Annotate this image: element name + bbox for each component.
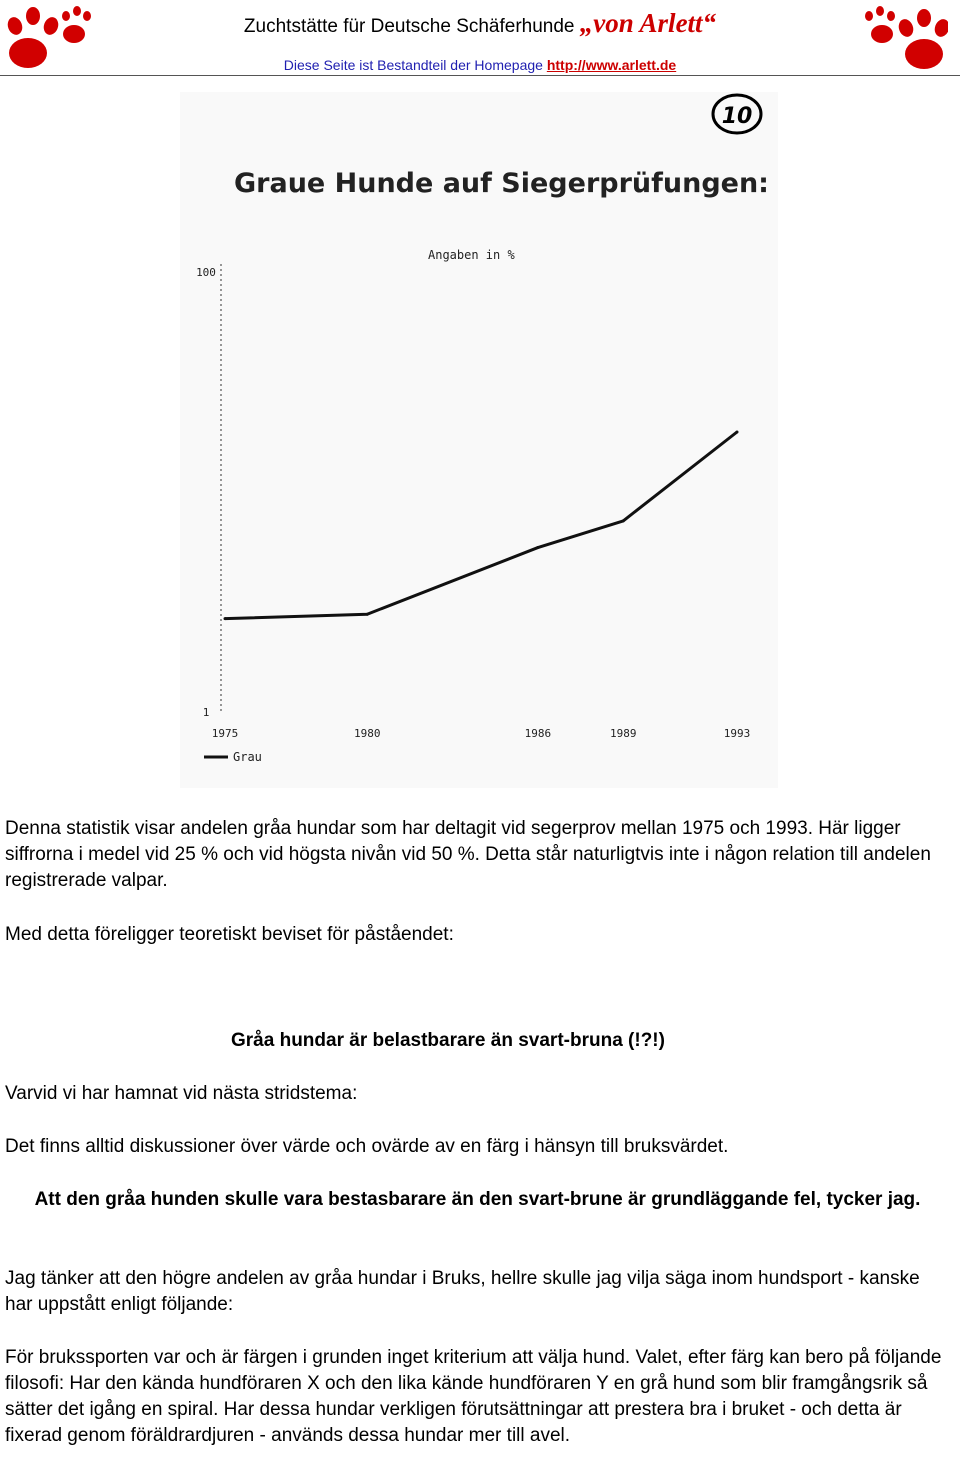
- paragraph-statistics: Denna statistik visar andelen gråa hundar som har deltagit vid segerprov mellan 1975 och 1993. Här ligger siffrorna i medel vid 25 % och vid högsta nivån vid 50 %. Detta står naturligtvis inte i någon relation till andelen registrerade valpar.: [5, 818, 931, 891]
- x-tick-label-1980: 1980: [353, 727, 381, 740]
- x-tick-label-1989: 1989: [609, 727, 637, 740]
- site-subtitle: [0, 57, 960, 73]
- y-tick-label-1: 1: [202, 706, 210, 719]
- x-tick-label-1975: 1975: [211, 727, 239, 740]
- kennel-name: „von Arlett“: [579, 8, 717, 38]
- scanned-chart: [180, 92, 778, 788]
- paragraph-proof-intro: Med detta föreligger teoretiskt beviset för påståendet:: [5, 924, 454, 945]
- paw-print-logo-right: [852, 4, 948, 76]
- data-point-1980: [366, 613, 369, 616]
- claim-statement: Gråa hundar är belastbarare än svart-bruna (!?!): [231, 1030, 665, 1051]
- kennel-label: Zuchtstätte für Deutsche Schäferhunde: [243, 16, 575, 37]
- page-number: 10: [721, 104, 753, 129]
- x-tick-label-1993: 1993: [723, 727, 751, 740]
- page-header: [0, 0, 960, 80]
- x-tick-label-1986: 1986: [524, 727, 552, 740]
- paragraph-next-topic: Varvid vi har hamnat vid nästa stridstema:: [5, 1083, 358, 1104]
- data-point-1993: [736, 431, 739, 434]
- paragraph-hypothesis: Jag tänker att den högre andelen av gråa hundar i Bruks, hellre skulle jag vilja säga inom hundsport - kanske har uppstått enligt följande:: [5, 1268, 920, 1315]
- data-point-1986: [536, 546, 539, 549]
- data-point-1989: [622, 519, 625, 522]
- site-title: [0, 8, 960, 39]
- homepage-link[interactable]: http://www.arlett.de: [546, 57, 677, 73]
- data-point-1975: [224, 617, 227, 620]
- chart-unit-note: Angaben in %: [428, 248, 515, 262]
- subtitle-text: Diese Seite ist Bestandteil der Homepage: [283, 57, 543, 73]
- paragraph-discussion: Det finns alltid diskussioner över värde och ovärde av en färg i hänsyn till bruksvärdet.: [5, 1136, 729, 1157]
- opinion-statement: Att den gråa hunden skulle vara bestasbarare än den svart-brune är grundläggande fel, tycker jag.: [34, 1189, 921, 1210]
- chart-title: Graue Hunde auf Siegerprüfungen:: [234, 168, 769, 199]
- header-divider: [0, 75, 960, 76]
- paragraph-philosophy: För brukssporten var och är färgen i grunden inget kriterium att välja hund. Valet, efter färg kan bero på följande filosofi: Har den kända hundföraren X och den lika kände hundföraren Y en grå hund som blir framgångsrik så sätter det igång en spiral. Har dessa hundar verkligen förutsättningar att prestera bra i bruket - och detta är fixerad genom föräldrardjuren - används dessa hundar mer till avel.: [5, 1347, 942, 1446]
- y-tick-label-100: 100: [196, 266, 216, 279]
- legend-label: Grau: [233, 750, 262, 764]
